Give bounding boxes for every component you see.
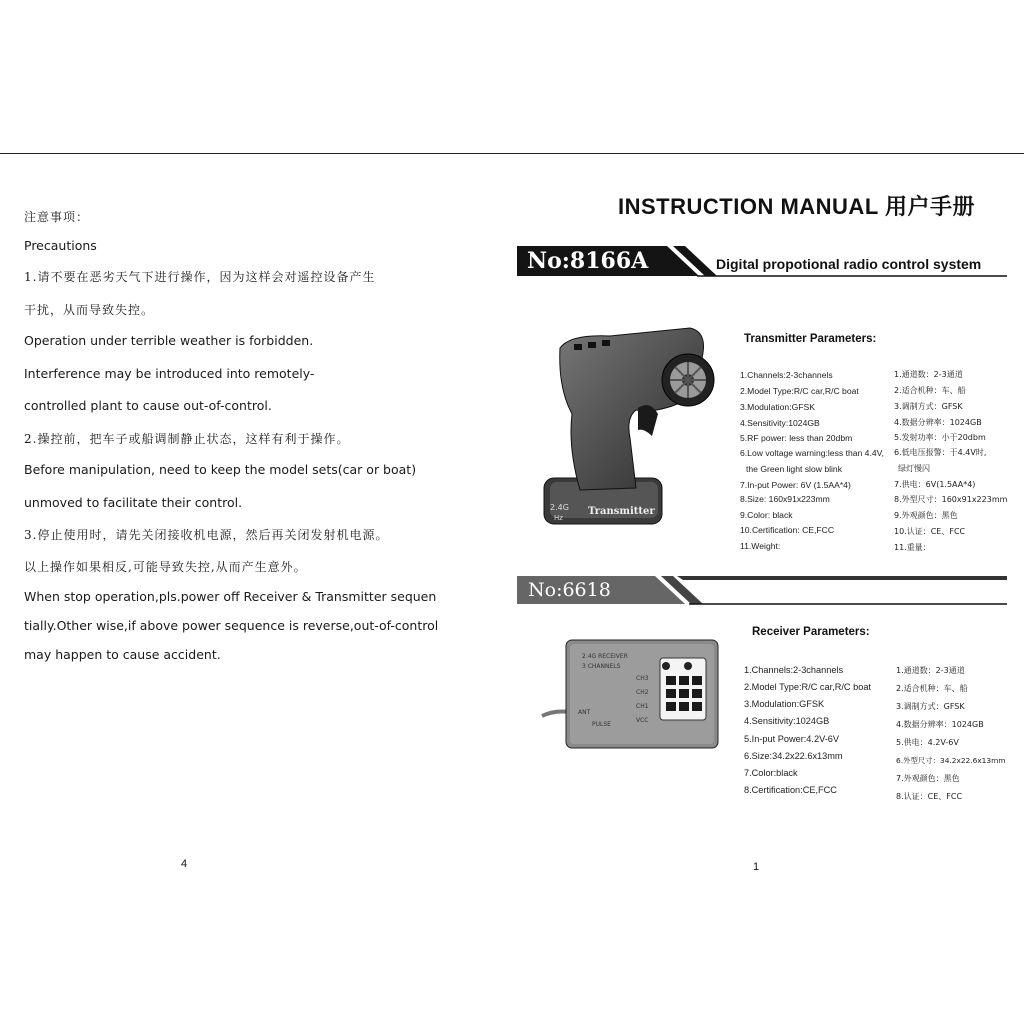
spec-item-zh: 4.数据分辨率：1024GB xyxy=(896,720,984,729)
spec-item: 2.Model Type:R/C car,R/C boat xyxy=(740,386,859,396)
ch1-label: CH1 xyxy=(636,703,649,710)
precaution-1-en-line-3: controlled plant to cause out-of-control. xyxy=(24,398,272,413)
spec-item: 4.Sensitivity:1024GB xyxy=(740,418,820,428)
transmitter-unit-label: Hz xyxy=(554,514,563,522)
spec-item-zh: 6.低电压报警：于4.4V时, xyxy=(894,448,987,457)
spec-item-zh: 2.适合机种：车、船 xyxy=(896,684,968,693)
spec-item-zh: 5.供电：4.2V-6V xyxy=(896,738,959,747)
spec-item-zh: 3.调制方式：GFSK xyxy=(894,402,963,411)
precaution-2-en-line-1: Before manipulation, need to keep the model sets(car or boat) xyxy=(24,462,417,477)
receiver-model-number: No:6618 xyxy=(528,579,611,601)
spec-item: 3.Modulation:GFSK xyxy=(740,402,815,412)
spec-item: 6.Low voltage warning:less than 4.4V, xyxy=(740,448,884,458)
spec-item: the Green light slow blink xyxy=(746,464,843,474)
spec-item-zh: 1.通道数：2-3通道 xyxy=(894,370,963,379)
left-page xyxy=(0,0,500,1024)
receiver-model-banner xyxy=(517,574,1007,608)
spec-item: 4.Sensitivity:1024GB xyxy=(744,716,830,726)
spec-item: 11.Weight: xyxy=(740,541,781,551)
precaution-2-zh: 2.操控前，把车子或船调制静止状态，这样有利于操作。 xyxy=(24,432,350,446)
spec-item: 8.Size: 160x91x223mm xyxy=(740,494,830,504)
precaution-3-en-line-3: may happen to cause accident. xyxy=(24,647,221,662)
spec-item: 10.Certification: CE,FCC xyxy=(740,525,835,535)
spec-item-zh: 3.调制方式：GFSK xyxy=(896,702,965,711)
vcc-label: VCC xyxy=(636,717,649,724)
precautions-heading: Precautions xyxy=(24,238,97,253)
spec-item: 1.Channels:2-3channels xyxy=(744,665,844,675)
precaution-1-zh-line-2: 干扰，从而导致失控。 xyxy=(24,303,155,317)
spec-item: 1.Channels:2-3channels xyxy=(740,370,833,380)
precaution-3-zh-line-1: 3.停止使用时，请先关闭接收机电源，然后再关闭发射机电源。 xyxy=(24,528,389,542)
precaution-1-en-line-2: Interference may be introduced into remotely- xyxy=(24,366,315,381)
spec-item-zh: 7.供电：6V(1.5AA*4) xyxy=(894,480,976,489)
transmitter-name-label: Transmitter xyxy=(588,506,655,517)
spec-item-zh: 11.重量： xyxy=(894,543,931,552)
precautions-heading-zh: 注意事项： xyxy=(24,210,90,224)
transmitter-model-number: No:8166A xyxy=(527,248,649,274)
spec-item-zh: 2.适合机种：车、船 xyxy=(894,386,966,395)
transmitter-band-label: 2.4G xyxy=(550,503,569,512)
system-subtitle: Digital propotional radio control system xyxy=(716,256,982,272)
precaution-1-en-line-1: Operation under terrible weather is forbidden. xyxy=(24,333,314,348)
receiver-brand-label: 2.4G RECEIVER xyxy=(582,653,628,660)
spec-item-zh: 1.通道数：2-3通道 xyxy=(896,666,965,675)
spec-item: 6.Size:34.2x22.6x13mm xyxy=(744,751,843,761)
spec-item: 7.In-put Power: 6V (1.5AA*4) xyxy=(740,480,851,490)
spec-item-zh: 5.发射功率：小于20dbm xyxy=(894,433,986,442)
spec-item-zh: 10.认证：CE、FCC xyxy=(894,527,966,536)
spec-item: 8.Certification:CE,FCC xyxy=(744,785,837,795)
spec-item-zh: 绿灯慢闪 xyxy=(898,464,930,473)
spec-item: 5.RF power: less than 20dbm xyxy=(740,433,853,443)
spec-item: 2.Model Type:R/C car,R/C boat xyxy=(744,682,871,692)
spec-item-zh: 6.外型尺寸：34.2x22.6x13mm xyxy=(896,756,1006,765)
page-number-left: 4 xyxy=(181,858,188,870)
spec-item: 9.Color: black xyxy=(740,510,793,520)
page-number-right: 1 xyxy=(753,861,760,873)
ch2-label: CH2 xyxy=(636,689,649,696)
spec-item-zh: 8.外型尺寸：160x91x223mm xyxy=(894,495,1008,504)
manual-title: INSTRUCTION MANUAL 用户手册 xyxy=(618,194,975,219)
spec-item-zh: 8.认证：CE、FCC xyxy=(896,792,963,801)
precaution-3-zh-line-2: 以上操作如果相反,可能导致失控,从而产生意外。 xyxy=(24,560,307,574)
precaution-1-zh-line-1: 1.请不要在恶劣天气下进行操作，因为这样会对遥控设备产生 xyxy=(24,270,376,284)
transmitter-parameters-title: Transmitter Parameters: xyxy=(744,333,877,345)
spec-item: 5.In-put Power:4.2V-6V xyxy=(744,734,839,744)
receiver-image xyxy=(540,636,720,756)
spec-item-zh: 4.数据分辨率：1024GB xyxy=(894,418,982,427)
spec-item: 7.Color:black xyxy=(744,768,798,778)
precaution-3-en-line-2: tially.Other wise,if above power sequence is reverse,out-of-control xyxy=(24,618,439,633)
spec-item: 3.Modulation:GFSK xyxy=(744,699,825,709)
precaution-3-en-line-1: When stop operation,pls.power off Receiver & Transmitter sequen xyxy=(24,589,437,604)
spec-item-zh: 7.外观颜色：黑色 xyxy=(896,774,960,783)
receiver-channels-label: 3 CHANNELS xyxy=(582,663,621,670)
receiver-parameters-title: Receiver Parameters: xyxy=(752,626,870,638)
ch3-label: CH3 xyxy=(636,675,649,682)
spec-item-zh: 9.外观颜色：黑色 xyxy=(894,511,958,520)
precaution-2-en-line-2: unmoved to facilitate their control. xyxy=(24,495,243,510)
transmitter-image xyxy=(540,318,720,530)
ant-label: ANT xyxy=(578,709,591,716)
pulse-label: PULSE xyxy=(592,721,611,728)
